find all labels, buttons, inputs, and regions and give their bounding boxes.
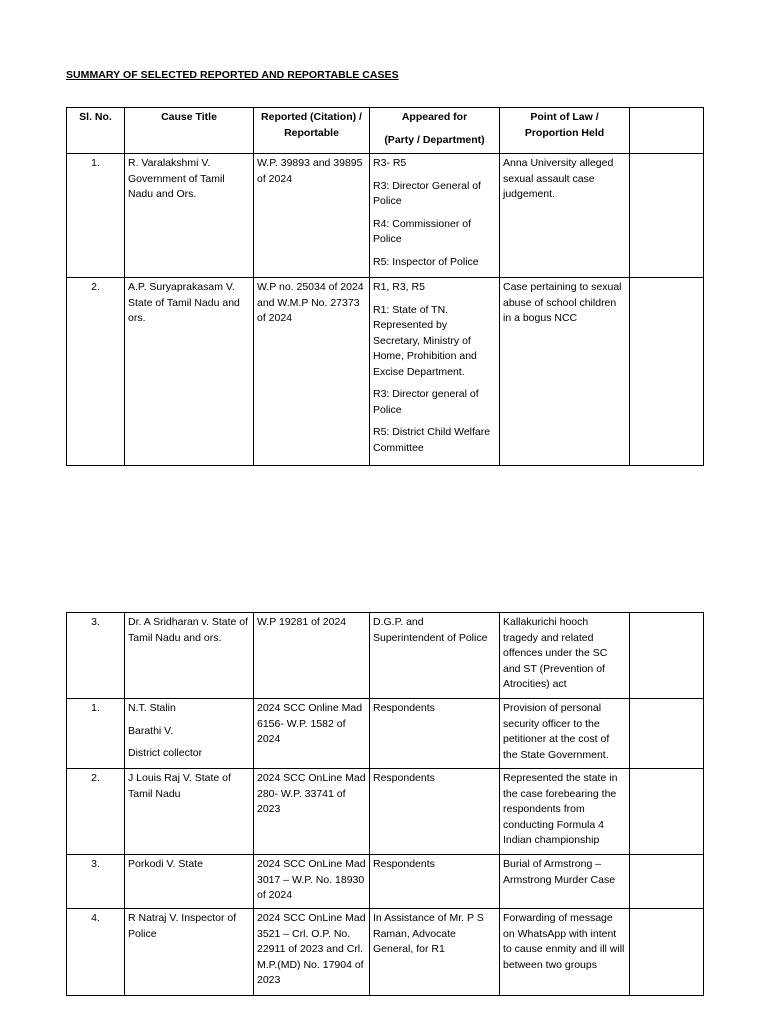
cases-table-page-1 — [66, 107, 704, 466]
header-reported — [254, 108, 370, 154]
cell-citation: 2024 SCC OnLine Mad 3521 – Crl. O.P. No. 22911 of 2023 and Crl. M.P.(MD) No. 17904 of 2023 — [254, 909, 370, 996]
appeared-line: R3: Director General of Police — [373, 179, 481, 207]
header-appeared-line2: (Party / Department) — [384, 133, 485, 146]
cell-cause-title: R Natraj V. Inspector of Police — [125, 909, 254, 996]
appeared-line: R3- R5 — [373, 157, 407, 169]
cause-title-line: N.T. Stalin — [128, 702, 176, 714]
header-point-line1: Point of Law / — [530, 111, 599, 123]
cases-table-page-2 — [66, 612, 704, 996]
cell-sl-no: 2. — [67, 769, 125, 855]
cell-citation: 2024 SCC OnLine Mad 3017 – W.P. No. 18930 of 2024 — [254, 855, 370, 909]
cell-extra — [630, 909, 704, 996]
cell-cause-title: Dr. A Sridharan v. State of Tamil Nadu and ors. — [125, 613, 254, 699]
header-reported-line2: Reportable — [284, 126, 339, 139]
header-point-of-law — [500, 108, 630, 154]
cell-point-of-law: Provision of personal security officer to the petitioner at the cost of the State Government. — [500, 699, 630, 769]
table-header-row — [67, 108, 704, 154]
appeared-line: R5: District Child Welfare Committee — [373, 426, 491, 454]
table-row — [67, 699, 704, 769]
cell-cause-title: R. Varalakshmi V. Government of Tamil Nadu and Ors. — [125, 154, 254, 278]
cell-point-of-law: Kallakurichi hooch tragedy and related offences under the SC and ST (Prevention of Atrocities) act — [500, 613, 630, 699]
cell-appeared-for: D.G.P. and Superintendent of Police — [370, 613, 500, 699]
cell-extra — [630, 855, 704, 909]
cell-sl-no: 1. — [67, 699, 125, 769]
appeared-line: R1, R3, R5 — [373, 281, 425, 293]
header-reported-line1: Reported (Citation) / — [261, 111, 362, 123]
table-row — [67, 855, 704, 909]
cell-extra — [630, 769, 704, 855]
cell-cause-title: Porkodi V. State — [125, 855, 254, 909]
cell-extra — [630, 278, 704, 466]
table-row — [67, 278, 704, 466]
cell-appeared-for — [370, 278, 500, 466]
cell-extra — [630, 613, 704, 699]
table-row — [67, 909, 704, 996]
cell-citation: 2024 SCC Online Mad 6156- W.P. 1582 of 2024 — [254, 699, 370, 769]
cell-citation: W.P. 39893 and 39895 of 2024 — [254, 154, 370, 278]
cell-point-of-law: Anna University alleged sexual assault case judgement. — [500, 154, 630, 278]
cell-sl-no: 3. — [67, 613, 125, 699]
cell-sl-no: 4. — [67, 909, 125, 996]
cell-extra — [630, 154, 704, 278]
cell-extra — [630, 699, 704, 769]
document-title: SUMMARY OF SELECTED REPORTED AND REPORTABLE CASES — [66, 69, 399, 81]
cell-sl-no: 2. — [67, 278, 125, 466]
cell-appeared-for — [370, 154, 500, 278]
header-appeared-for — [370, 108, 500, 154]
appeared-line: R3: Director general of Police — [373, 388, 479, 416]
cell-cause-title: A.P. Suryaprakasam V. State of Tamil Nadu and ors. — [125, 278, 254, 466]
header-extra — [630, 108, 704, 154]
appeared-line: R4: Commissioner of Police — [373, 217, 472, 245]
header-cause-title: Cause Title — [125, 108, 254, 154]
cause-title-line: Barathi V. — [128, 724, 174, 737]
cell-cause-title — [125, 699, 254, 769]
cause-title-line: District collector — [128, 747, 203, 759]
cell-appeared-for: In Assistance of Mr. P S Raman, Advocate General, for R1 — [370, 909, 500, 996]
cell-appeared-for: Respondents — [370, 699, 500, 769]
cell-cause-title: J Louis Raj V. State of Tamil Nadu — [125, 769, 254, 855]
cell-citation: W.P 19281 of 2024 — [254, 613, 370, 699]
header-appeared-line1: Appeared for — [401, 111, 468, 123]
appeared-line: R5: Inspector of Police — [373, 255, 479, 268]
header-sl-no: Sl. No. — [67, 108, 125, 154]
cell-appeared-for: Respondents — [370, 769, 500, 855]
cell-point-of-law: Represented the state in the case forebearing the respondents from conducting Formula 4 Indian championship — [500, 769, 630, 855]
cell-appeared-for: Respondents — [370, 855, 500, 909]
cell-citation: W.P no. 25034 of 2024 and W.M.P No. 27373 of 2024 — [254, 278, 370, 466]
cell-sl-no: 3. — [67, 855, 125, 909]
cell-sl-no: 1. — [67, 154, 125, 278]
table-row — [67, 769, 704, 855]
table-row — [67, 154, 704, 278]
cell-citation: 2024 SCC OnLine Mad 280- W.P. 33741 of 2023 — [254, 769, 370, 855]
cell-point-of-law: Forwarding of message on WhatsApp with intent to cause enmity and ill will between two groups — [500, 909, 630, 996]
table-row — [67, 613, 704, 699]
appeared-line: R1: State of TN. Represented by Secretary, Ministry of Home, Prohibition and Excise Department. — [373, 303, 477, 378]
header-point-line2: Proportion Held — [524, 126, 605, 139]
cell-point-of-law: Case pertaining to sexual abuse of school children in a bogus NCC — [500, 278, 630, 466]
cell-point-of-law: Burial of Armstrong – Armstrong Murder Case — [500, 855, 630, 909]
